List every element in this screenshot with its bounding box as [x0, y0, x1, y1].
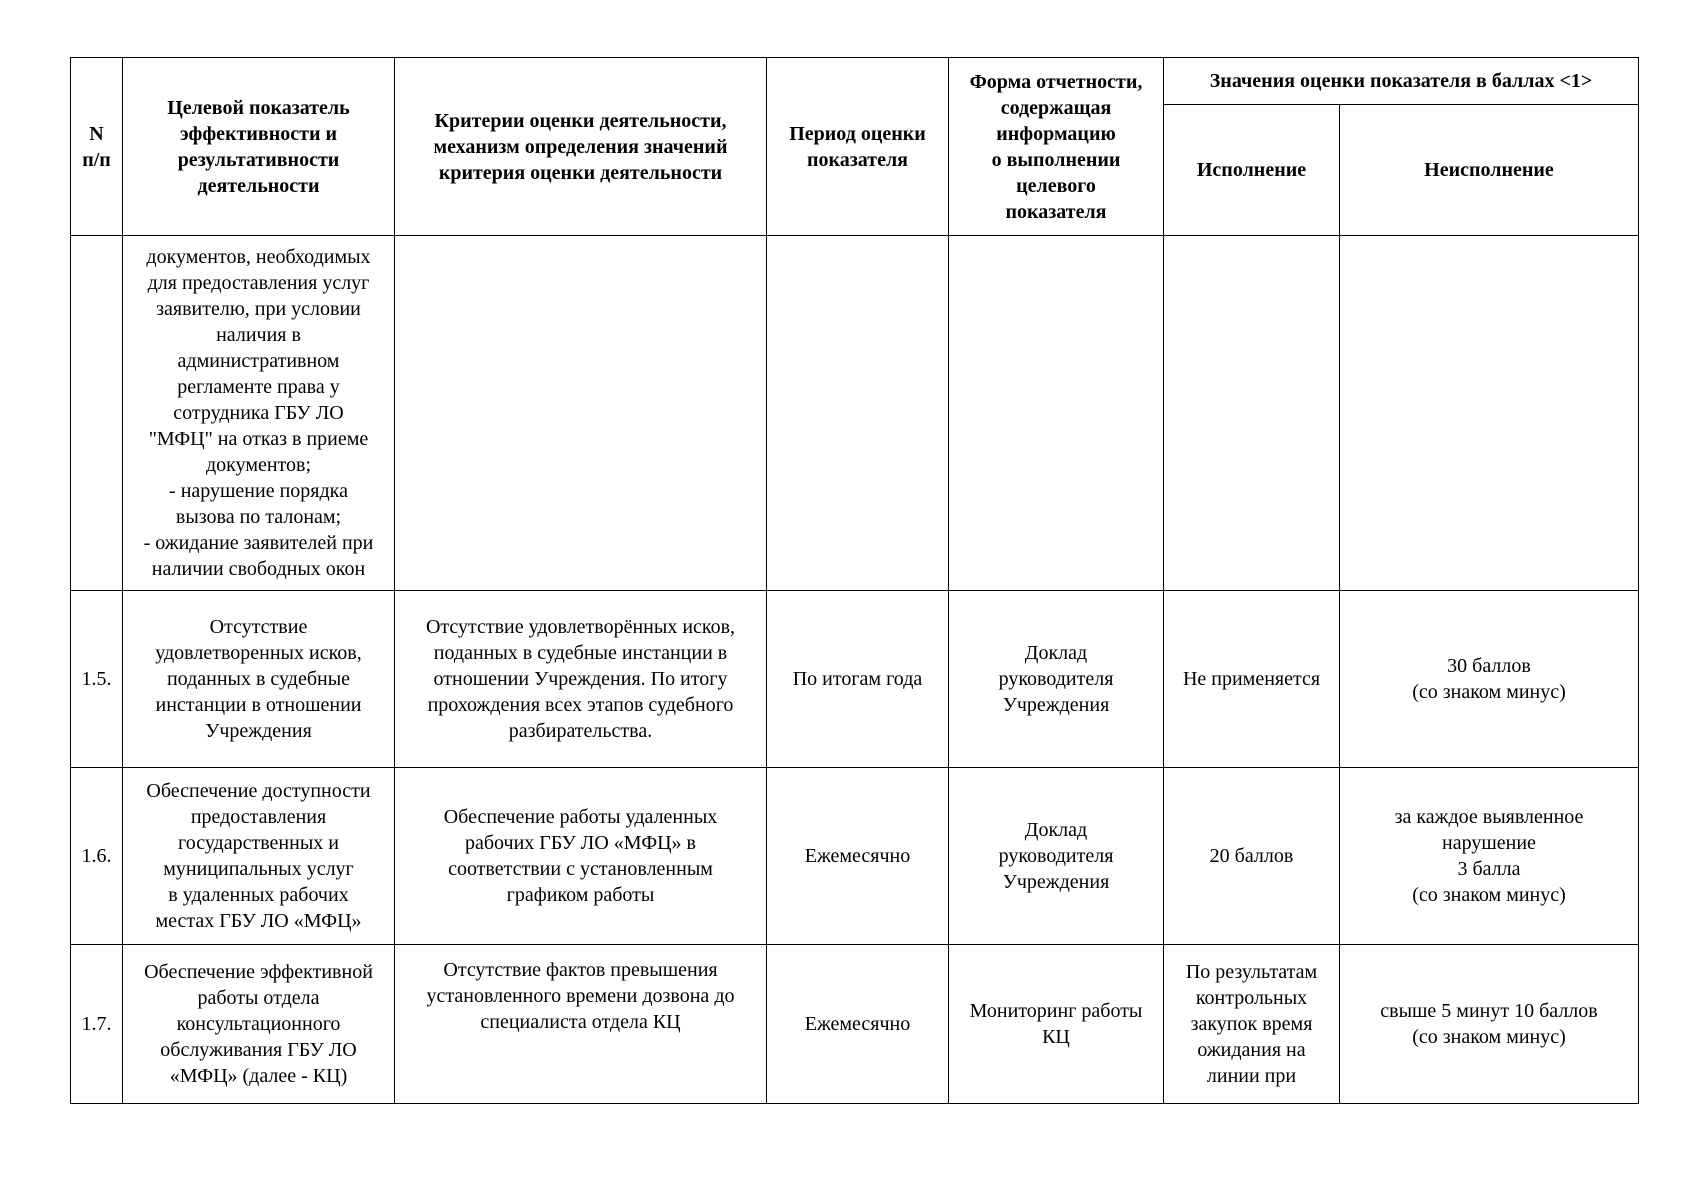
header-values-group: Значения оценки показателя в баллах <1>	[1164, 58, 1639, 105]
cell-period: Ежемесячно	[767, 945, 949, 1104]
table-row	[71, 236, 1639, 591]
cell-report-form: Мониторинг работы КЦ	[949, 945, 1164, 1104]
header-period: Период оценки показателя	[767, 58, 949, 236]
cell-period	[767, 236, 949, 591]
cell-criteria: Отсутствие фактов превышения установленного времени дозвона до специалиста отдела КЦ	[395, 945, 767, 1104]
cell-non-execution: за каждое выявленное нарушение 3 балла (со знаком минус)	[1340, 768, 1639, 945]
cell-indicator: Обеспечение доступности предоставления государственных и муниципальных услуг в удаленных рабочих местах ГБУ ЛО «МФЦ»	[123, 768, 395, 945]
cell-num: 1.5.	[71, 591, 123, 768]
cell-indicator: документов, необходимых для предоставления услуг заявителю, при условии наличия в административном регламенте права у сотрудника ГБУ ЛО "МФЦ" на отказ в приеме документов; - нарушение порядка вызова по талонам; - ожидание заявителей при наличии свободных окон	[123, 236, 395, 591]
cell-period: Ежемесячно	[767, 768, 949, 945]
cell-report-form: Доклад руководителя Учреждения	[949, 768, 1164, 945]
table-row	[71, 945, 1639, 1104]
header-criteria: Критерии оценки деятельности, механизм определения значений критерия оценки деятельности	[395, 58, 767, 236]
cell-criteria	[395, 236, 767, 591]
cell-report-form: Доклад руководителя Учреждения	[949, 591, 1164, 768]
indicators-table	[70, 57, 1639, 1104]
cell-execution: 20 баллов	[1164, 768, 1340, 945]
cell-num: 1.7.	[71, 945, 123, 1104]
cell-indicator: Отсутствие удовлетворенных исков, поданных в судебные инстанции в отношении Учреждения	[123, 591, 395, 768]
header-report-form: Форма отчетности, содержащая информацию о выполнении целевого показателя	[949, 58, 1164, 236]
cell-num: 1.6.	[71, 768, 123, 945]
cell-execution	[1164, 236, 1340, 591]
cell-period: По итогам года	[767, 591, 949, 768]
cell-report-form	[949, 236, 1164, 591]
table-header	[71, 58, 1639, 236]
header-indicator: Целевой показатель эффективности и результативности деятельности	[123, 58, 395, 236]
cell-non-execution	[1340, 236, 1639, 591]
header-row	[71, 58, 1639, 105]
header-non-execution: Неисполнение	[1340, 105, 1639, 236]
cell-indicator: Обеспечение эффективной работы отдела консультационного обслуживания ГБУ ЛО «МФЦ» (далее - КЦ)	[123, 945, 395, 1104]
header-execution: Исполнение	[1164, 105, 1340, 236]
table-body	[71, 236, 1639, 1104]
table-row	[71, 591, 1639, 768]
cell-criteria: Обеспечение работы удаленных рабочих ГБУ ЛО «МФЦ» в соответствии с установленным графиком работы	[395, 768, 767, 945]
header-num: N п/п	[71, 58, 123, 236]
cell-num	[71, 236, 123, 591]
cell-non-execution: 30 баллов (со знаком минус)	[1340, 591, 1639, 768]
cell-execution: Не применяется	[1164, 591, 1340, 768]
table-row	[71, 768, 1639, 945]
cell-execution: По результатам контрольных закупок время ожидания на линии при	[1164, 945, 1340, 1104]
cell-non-execution: свыше 5 минут 10 баллов (со знаком минус)	[1340, 945, 1639, 1104]
cell-criteria: Отсутствие удовлетворённых исков, поданных в судебные инстанции в отношении Учреждения. По итогу прохождения всех этапов судебного разбирательства.	[395, 591, 767, 768]
